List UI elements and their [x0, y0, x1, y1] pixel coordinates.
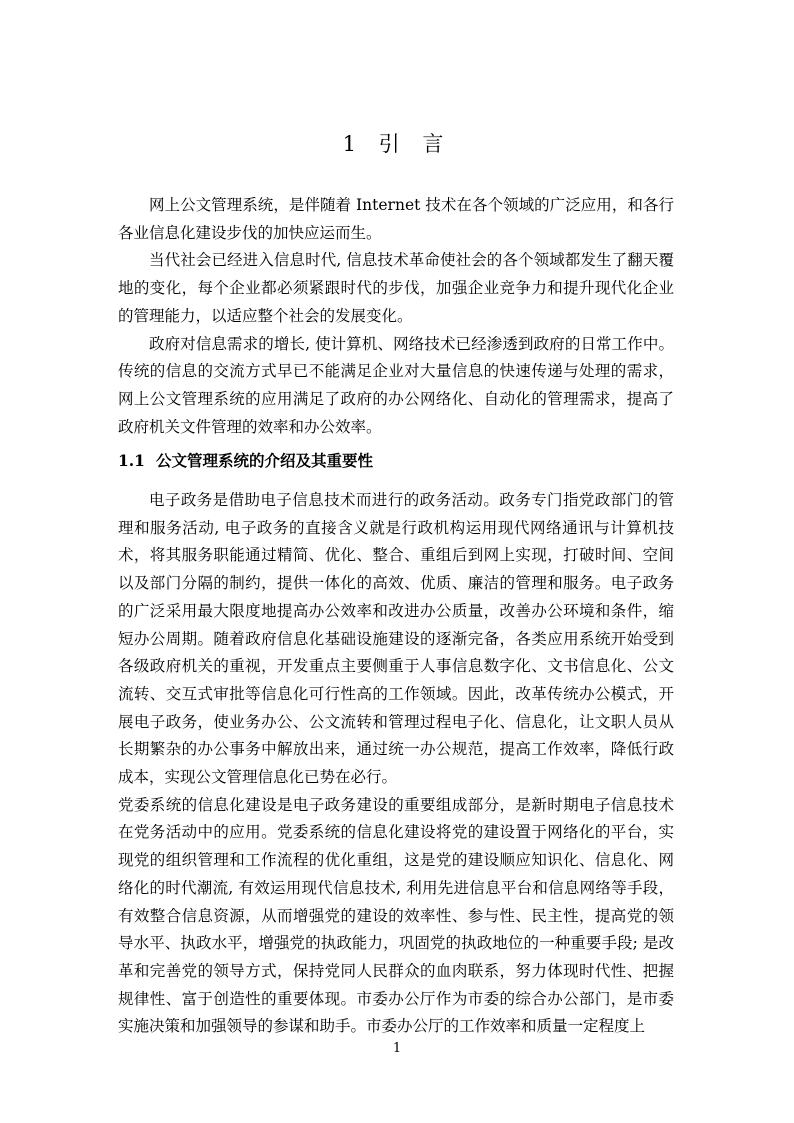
- intro-text: [118, 192, 674, 441]
- section-number: 1.1: [118, 451, 145, 470]
- section-paragraph-1: 电子政务是借助电子信息技术而进行的政务活动。政务专门指党政部门的管理和服务活动, 电子政务的直接含义就是行政机构运用现代网络通讯与计算机技术，将其服务职能通过精简、优化、整合、重组后到网上实现，打破时间、空间以及部门分隔的制约，提供一体化的高效、优质、廉洁的管理和服务。电子政务的广泛采用最大限度地提高办公效率和改进办公质量，改善办公环境和条件，缩短办公周期。随着政府信息化基础设施建设的逐渐完备，各类应用系统开始受到各级政府机关的重视，开发重点主要侧重于人事信息数字化、文书信息化、公文流转、交互式审批等信息化可行性高的工作领域。因此，改革传统办公模式，开展电子政务，使业务办公、公文流转和管理过程电子化、信息化，让文职人员从长期繁杂的办公事务中解放出来，通过统一办公规范，提高工作效率，降低行政成本，实现公文管理信息化已势在必行。: [118, 491, 674, 787]
- section-title: 公文管理系统的介绍及其重要性: [156, 451, 374, 470]
- intro-paragraph-1: 网上公文管理系统，是伴随着 Internet 技术在各个领域的广泛应用，和各行各业信息化建设步伐的加快应运而生。: [118, 196, 674, 242]
- chapter-title: 1 引 言: [342, 132, 452, 156]
- intro-paragraph-3: 政府对信息需求的增长, 使计算机、网络技术已经渗透到政府的日常工作中。传统的信息的交流方式早已不能满足企业对大量信息的快速传递与处理的需求，网上公文管理系统的应用满足了政府的办公网络化、自动化的管理需求，提高了政府机关文件管理的效率和办公效率。: [118, 334, 674, 436]
- page-number: 1: [392, 1041, 402, 1056]
- section-body: [118, 487, 674, 1041]
- section-heading: [118, 447, 674, 475]
- intro-paragraph-2: 当代社会已经进入信息时代, 信息技术革命使社会的各个领域都发生了翻天覆地的变化，每个企业都必须紧跟时代的步伐，加强企业竞争力和提升现代化企业的管理能力，以适应整个社会的发展变化。: [118, 251, 674, 325]
- section-paragraph-2: 党委系统的信息化建设是电子政务建设的重要组成部分，是新时期电子信息技术在党务活动中的应用。党委系统的信息化建设将党的建设置于网络化的平台，实现党的组织管理和工作流程的优化重组，这是党的建设顺应知识化、信息化、网络化的时代潮流, 有效运用现代信息技术, 利用先进信息平台和信息网络等手段，有效整合信息资源，从而增强党的建设的效率性、参与性、民主性，提高党的领导水平、执政水平，增强党的执政能力，巩固党的执政地位的一种重要手段; 是改革和完善党的领导方式，保持党同人民群众的血肉联系，努力体现时代性、把握规律性、富于创造性的重要体现。市委办公厅作为市委的综合办公部门，是市委实施决策和加强领导的参谋和助手。市委办公厅的工作效率和质量一定程度上: [118, 795, 674, 1036]
